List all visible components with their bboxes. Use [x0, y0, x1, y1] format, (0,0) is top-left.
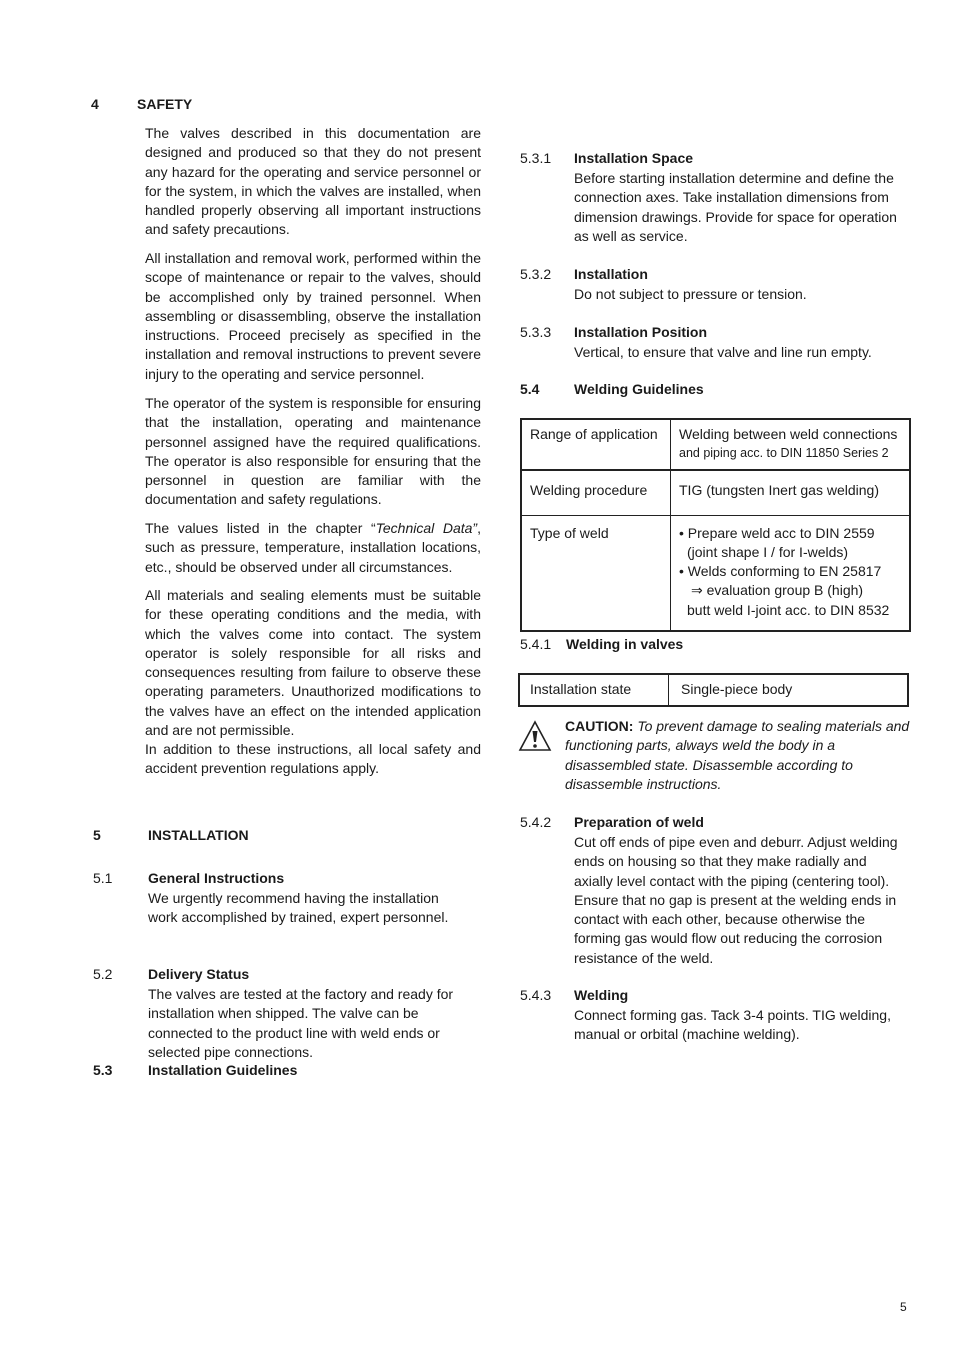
section-5-3-2-number: 5.3.2 — [520, 266, 552, 282]
section-5-3-3-title: Installation Position — [574, 324, 708, 340]
safety-paragraph-2: All installation and removal work, performed within the scope of maintenance or repair to the valves, should be accomplished only by trained personnel. When assembling or disassembling, observe the installation instructions. Proceed precisely as specified in the installation and removal instructions to prevent severe injury to the operating and service personnel. — [145, 250, 481, 382]
table-row — [521, 470, 910, 516]
table-cell-line: Welding between weld connections — [679, 426, 898, 442]
section-5-1-number: 5.1 — [93, 870, 113, 886]
table-cell-line: (joint shape I / for I-welds) — [687, 543, 849, 560]
section-5-4-3-number: 5.4.3 — [520, 987, 552, 1003]
section-5-3-1-body: Before starting installation determine and define the connection axes. Take installation dimensions from dimension drawings. Provide for space for operation as well as service. — [574, 170, 897, 244]
safety-paragraph-5: All materials and sealing elements must be suitable for these operating conditions and the media, with which the valves come into contact. The system operator is solely responsible for all risks and consequences resulting from failure to observe these operating parameters. Unauthorized modifications to the valves have an effect on the intended application and are not permissible. — [145, 587, 481, 739]
caution-label: CAUTION: — [565, 718, 634, 734]
table-row — [519, 674, 908, 706]
section-4-number: 4 — [91, 96, 99, 112]
safety-paragraph-4: The values listed in the chapter “Technical Data”, such as pressure, temperature, installation locations, etc., should be observed under all circumstances. — [145, 520, 481, 575]
section-5-4-3-title: Welding — [574, 987, 629, 1003]
section-5-4-number: 5.4 — [520, 381, 540, 397]
table-cell: Range of application — [521, 419, 671, 470]
section-5-2-title: Delivery Status — [148, 966, 250, 982]
safety-paragraph-3: The operator of the system is responsible for ensuring that the installation, operating and maintenance personnel assigned have the required qualifications. The operator is also responsible for ensuring that the personnel in question are familiar with the documentation and safety regulations. — [145, 395, 481, 508]
table-cell: TIG (tungsten Inert gas welding) — [671, 470, 911, 516]
table-cell-line: ⇒ evaluation group B (high) — [691, 582, 864, 599]
section-5-3-3-body: Vertical, to ensure that valve and line run empty. — [574, 344, 872, 360]
welding-guidelines-table — [520, 418, 911, 632]
table-cell-line: and piping acc. to DIN 11850 Series 2 — [679, 446, 889, 461]
caution-text: To prevent damage to sealing materials and functioning parts, always weld the body in a disassembled state. Disassemble according to disassemble instructions. — [565, 718, 910, 792]
table-cell-line: butt weld I-joint acc. to DIN 8532 — [687, 601, 890, 618]
warning-triangle-icon — [518, 720, 552, 752]
section-5-4-3-body: Connect forming gas. Tack 3-4 points. TIG welding, manual or orbital (machine welding). — [574, 1007, 891, 1043]
table-cell: Type of weld — [521, 515, 671, 631]
section-5-3-1-title: Installation Space — [574, 150, 694, 166]
table-cell — [671, 419, 911, 470]
section-5-1-body: We urgently recommend having the installation work accomplished by trained, expert personnel. — [148, 890, 449, 926]
table-row — [521, 419, 910, 470]
table-cell — [671, 515, 911, 631]
section-5-3-1-number: 5.3.1 — [520, 150, 552, 166]
table-cell: Single-piece body — [681, 681, 793, 697]
safety-paragraph-6: In addition to these instructions, all local safety and accident prevention regulations apply. — [145, 741, 481, 777]
section-4-title: SAFETY — [137, 96, 193, 112]
section-5-title: INSTALLATION — [148, 827, 249, 843]
section-5-4-1-title: Welding in valves — [566, 636, 684, 652]
section-5-3-title: Installation Guidelines — [148, 1062, 298, 1078]
table-cell-line: • Prepare weld acc to DIN 2559 — [679, 524, 875, 541]
safety-paragraph-1: The valves described in this documentation are designed and produced so that they do not present any hazard for the operating and service personnel or for the system, in which the valves are installed, when handled properly observing all important instructions and safety precautions. — [145, 125, 481, 238]
section-5-4-2-body: Cut off ends of pipe even and deburr. Adjust welding ends on housing so that they make radially and axially level contact with the piping (centering tool). Ensure that no gap is present at the welding ends in contact with each other, because otherwise the forming gas would flow out reducing the corrosion resistance of the weld. — [574, 834, 898, 966]
section-5-2-body: The valves are tested at the factory and ready for installation when shipped. The valve can be connected to the product line with weld ends or selected pipe connections. — [148, 986, 454, 1060]
section-5-4-1-number: 5.4.1 — [520, 636, 552, 652]
section-5-3-3-number: 5.3.3 — [520, 324, 552, 340]
section-5-4-title: Welding Guidelines — [574, 381, 704, 397]
section-5-4-2-title: Preparation of weld — [574, 814, 704, 830]
table-cell: Welding procedure — [521, 470, 671, 516]
section-5-3-2-title: Installation — [574, 266, 648, 282]
section-5-2-number: 5.2 — [93, 966, 113, 982]
welding-in-valves-table — [518, 673, 909, 707]
section-5-4-2-number: 5.4.2 — [520, 814, 552, 830]
table-cell-line: • Welds conforming to EN 25817 — [679, 563, 882, 580]
caution-notice — [565, 717, 911, 794]
table-row — [521, 515, 910, 631]
page-number: 5 — [900, 1300, 907, 1314]
section-5-3-2-body: Do not subject to pressure or tension. — [574, 286, 807, 302]
section-5-1-title: General Instructions — [148, 870, 285, 886]
section-5-3-number: 5.3 — [93, 1062, 113, 1078]
table-cell: Installation state — [519, 674, 669, 706]
section-5-number: 5 — [93, 827, 101, 843]
